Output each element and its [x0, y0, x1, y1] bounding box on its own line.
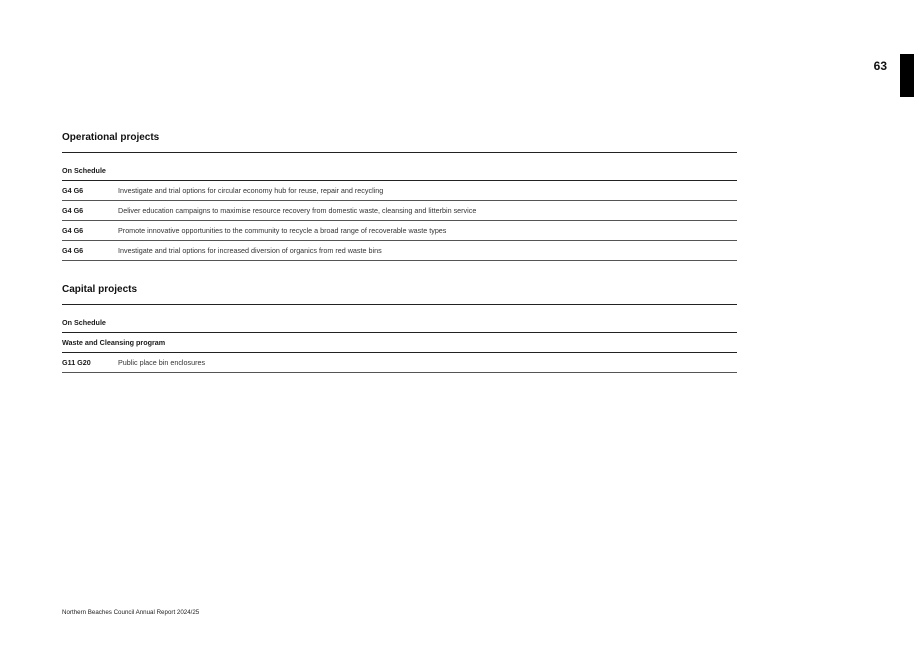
table-row: [62, 353, 737, 373]
project-description: Investigate and trial options for circular economy hub for reuse, repair and recycling: [118, 186, 384, 195]
program-header-row: [62, 333, 737, 353]
project-description: Promote innovative opportunities to the community to recycle a broad range of recoverable waste types: [118, 226, 447, 235]
capital-projects-section: [62, 283, 737, 373]
status-label: On Schedule: [62, 318, 106, 327]
project-description: Investigate and trial options for increased diversion of organics from red waste bins: [118, 246, 382, 255]
table-row: [62, 241, 737, 261]
operational-projects-section: [62, 131, 737, 261]
page-footer: Northern Beaches Council Annual Report 2024/25: [62, 609, 200, 616]
goal-codes: G4 G6: [62, 246, 84, 255]
page-number: 63: [873, 59, 887, 73]
section-tab-marker: [900, 54, 914, 97]
capital-projects-title: Capital projects: [62, 283, 737, 305]
status-header-row: [62, 153, 737, 181]
project-description: Deliver education campaigns to maximise resource recovery from domestic waste, cleansing and litterbin service: [118, 206, 477, 215]
goal-codes: G11 G20: [62, 358, 91, 367]
goal-codes: G4 G6: [62, 206, 84, 215]
operational-projects-title: Operational projects: [62, 131, 737, 153]
goal-codes: G4 G6: [62, 186, 84, 195]
table-row: [62, 181, 737, 201]
program-label: Waste and Cleansing program: [62, 338, 166, 347]
project-description: Public place bin enclosures: [118, 358, 206, 367]
status-label: On Schedule: [62, 166, 106, 175]
status-header-row: [62, 305, 737, 333]
table-row: [62, 201, 737, 221]
goal-codes: G4 G6: [62, 226, 84, 235]
table-row: [62, 221, 737, 241]
